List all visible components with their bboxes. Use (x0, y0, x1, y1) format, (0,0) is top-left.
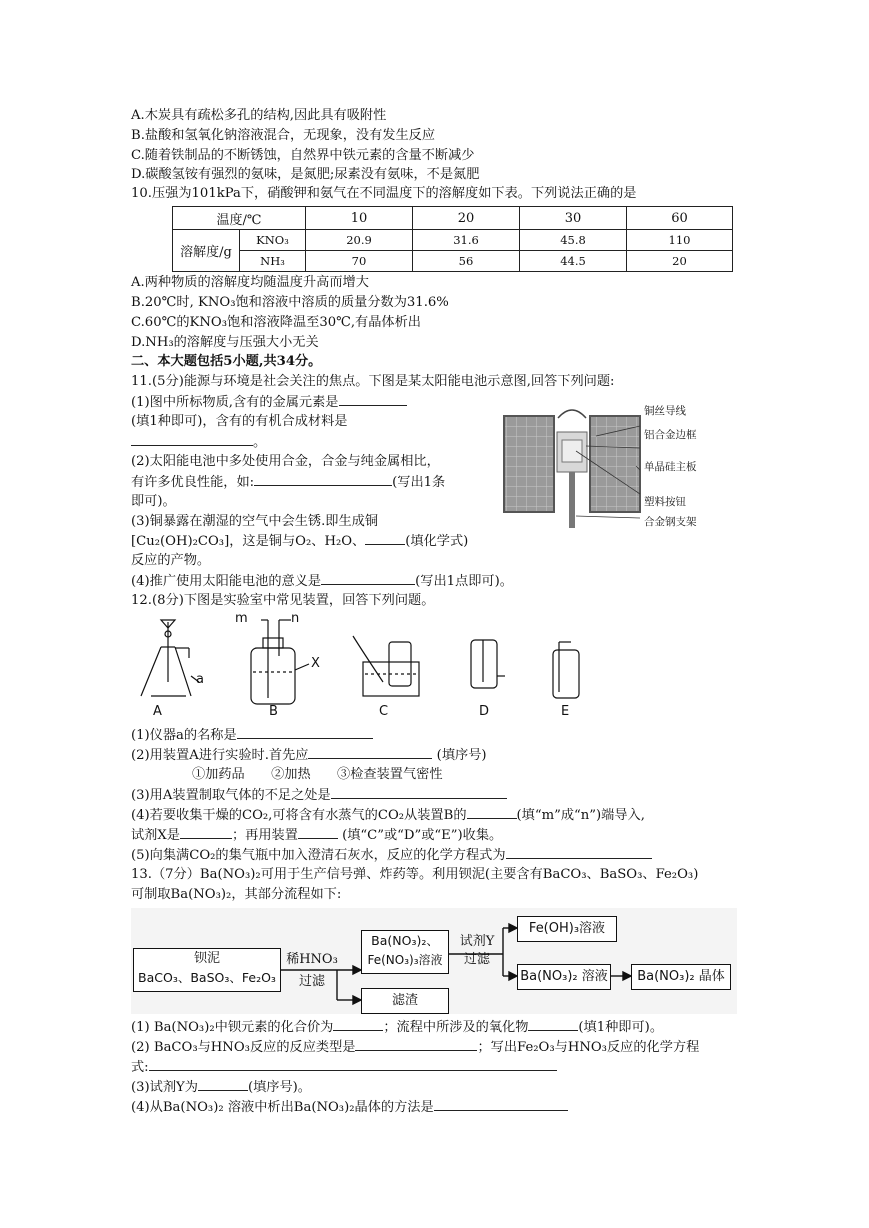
answer-blank[interactable] (131, 432, 253, 446)
q12-text: 试剂X是 (131, 828, 180, 843)
answer-blank[interactable] (528, 1017, 578, 1031)
q12-text: (3)用A装置制取气体的不足之处是 (131, 788, 331, 803)
answer-blank[interactable] (339, 392, 407, 406)
q12-text: (填序号) (436, 748, 487, 763)
table-cell: 31.6 (413, 230, 520, 251)
table-header-cell: 10 (306, 207, 413, 230)
apparatus-drawing (131, 612, 611, 720)
label-plastic-button: 塑料按钮 (644, 496, 686, 508)
table-header-cell: 20 (413, 207, 520, 230)
q11-line (131, 571, 513, 592)
q12-text: (4)若要收集干燥的CO₂,可将含有水蒸气的CO₂从装置B的 (131, 808, 467, 823)
flow-solution-box: Ba(NO₃)₂ 溶液 (517, 964, 611, 990)
answer-blank[interactable] (355, 1037, 477, 1051)
flow-mid-box (361, 930, 449, 974)
answer-blank[interactable] (198, 1077, 248, 1091)
q12-text: (1)仪器a的名称是 (131, 728, 237, 743)
q13-text: 式: (131, 1060, 149, 1075)
flow-step2-bottom: 过滤 (463, 952, 490, 967)
answer-blank[interactable] (506, 845, 652, 859)
flow-step1-top: 稀HNO₃ (286, 952, 338, 967)
q11-text: 即可)。 (131, 494, 176, 509)
q11-text: 反应的产物。 (131, 553, 211, 568)
q13-text: ；流程中所涉及的氧化物 (383, 1020, 529, 1035)
flow-residue-box: 滤渣 (361, 988, 449, 1014)
table-row (173, 251, 733, 272)
answer-blank[interactable] (149, 1057, 557, 1071)
q13-text: (填1种即可)。 (578, 1020, 664, 1035)
flow-crystal-box: Ba(NO₃)₂ 晶体 (631, 964, 731, 990)
table-substance-cell: NH₃ (240, 251, 306, 272)
answer-blank[interactable] (180, 825, 232, 839)
table-row (173, 230, 733, 251)
label-steel-stand: 合金钢支架 (644, 516, 697, 528)
table-row-label: 溶解度/g (173, 230, 240, 272)
apparatus-label-d: D (479, 704, 490, 719)
q12-line (131, 745, 487, 766)
q11-line (131, 392, 407, 413)
q11-text: (3)铜暴露在潮湿的空气中会生锈.即生成铜 (131, 514, 379, 529)
q11-line (131, 531, 468, 552)
q13-stem-1: 13.（7分）Ba(NO₃)₂可用于生产信号弹、炸药等。利用钡泥(主要含有BaCO₃、BaSO₃、Fe₂O₃) (131, 867, 699, 882)
q13-text: (1) Ba(NO₃)₂中钡元素的化合价为 (131, 1020, 334, 1035)
answer-blank[interactable] (237, 725, 373, 739)
q12-choices: ①加药品 ②加热 ③检查装置气密性 (192, 767, 443, 782)
q10-option-a: A.两种物质的溶解度均随温度升高而增大 (131, 275, 369, 290)
answer-blank[interactable] (333, 1017, 383, 1031)
q11-text: 有许多优良性能，如: (131, 475, 255, 490)
q12-text: (填“m”成“n”)端导入, (516, 808, 645, 823)
answer-blank[interactable] (321, 571, 415, 585)
table-header-cell: 30 (520, 207, 627, 230)
label-copper-wire: 铜丝导线 (644, 405, 686, 417)
q11-text: (填1种即可)，含有的有机合成材料是 (131, 414, 348, 429)
flow-source-box (133, 948, 281, 992)
q12-text: ；再用装置 (231, 828, 298, 843)
q9-option-a: A.木炭具有疏松多孔的结构,因此具有吸附性 (131, 108, 387, 123)
solubility-table (172, 206, 733, 272)
label-silicon-board: 单晶硅主板 (644, 461, 697, 473)
answer-blank[interactable] (254, 472, 392, 486)
q13-line (131, 1037, 699, 1058)
flow-mid-line2: Fe(NO₃)₃溶液 (367, 953, 443, 967)
q13-text: (4)从Ba(NO₃)₂ 溶液中析出Ba(NO₃)₂晶体的方法是 (131, 1100, 434, 1115)
q11-text: (写出1条 (392, 475, 446, 490)
apparatus-label-a: A (153, 704, 162, 719)
answer-blank[interactable] (365, 531, 405, 545)
q11-text: (4)推广使用太阳能电池的意义是 (131, 574, 322, 589)
answer-blank[interactable] (467, 805, 517, 819)
lab-apparatus-figure (131, 612, 611, 720)
q11-text: 。 (253, 435, 267, 450)
flow-source-title: 钡泥 (193, 951, 220, 966)
q9-option-c: C.随着铁制品的不断锈蚀，自然界中铁元素的含量不断减少 (131, 148, 475, 163)
q13-line (131, 1077, 311, 1098)
table-cell: 20 (627, 251, 733, 272)
solar-panel-drawing (496, 396, 736, 530)
answer-blank[interactable] (331, 785, 507, 799)
q11-line (131, 432, 266, 453)
q10-stem: 10.压强为101kPa下，硝酸钾和氨气在不同温度下的溶解度如下表。下列说法正确的是 (131, 186, 637, 201)
q10-option-c: C.60℃的KNO₃饱和溶液降温至30℃,有晶体析出 (131, 315, 421, 330)
table-cell: 56 (413, 251, 520, 272)
mark-a: a (196, 672, 204, 687)
q9-option-d: D.碳酸氢铵有强烈的氨味，是氮肥;尿素没有氨味，不是氮肥 (131, 167, 480, 182)
flow-step1-bottom: 过滤 (298, 974, 325, 989)
q11-stem: 11.(5分)能源与环境是社会关注的焦点。下图是某太阳能电池示意图,回答下列问题: (131, 374, 615, 389)
q12-text: (填“C”或“D”或“E”)收集。 (342, 828, 503, 843)
flow-source-sub: BaCO₃、BaSO₃、Fe₂O₃ (138, 970, 276, 985)
section-2-title: 二、本大题包括5小题,共34分。 (131, 354, 322, 369)
q12-stem: 12.(8分)下图是实验室中常见装置，回答下列问题。 (131, 593, 435, 608)
q13-text: (填序号)。 (247, 1080, 311, 1095)
table-header-cell: 60 (627, 207, 733, 230)
q12-line (131, 805, 645, 826)
solar-panel-figure (496, 396, 736, 530)
mark-m: m (235, 611, 248, 626)
apparatus-label-b: B (269, 704, 278, 719)
table-cell: 110 (627, 230, 733, 251)
flow-mid-line1: Ba(NO₃)₂、 (371, 933, 439, 948)
q12-line (131, 725, 373, 746)
table-substance-cell: KNO₃ (240, 230, 306, 251)
q11-text: (2)太阳能电池中多处使用合金，合金与纯金属相比， (131, 454, 440, 469)
table-header-row (173, 207, 733, 230)
answer-blank[interactable] (298, 825, 338, 839)
mark-x: X (311, 656, 320, 671)
answer-blank[interactable] (308, 745, 432, 759)
q13-text: (2) BaCO₃与HNO₃反应的反应类型是 (131, 1040, 356, 1055)
q12-line (131, 785, 507, 806)
q12-line (131, 825, 502, 846)
q13-line (131, 1017, 663, 1038)
flow-step2-top: 试剂Y (459, 934, 495, 949)
q12-text: (5)向集满CO₂的集气瓶中加入澄清石灰水，反应的化学方程式为 (131, 848, 506, 863)
flow-precip-box: Fe(OH)₃溶液 (517, 916, 617, 942)
table-cell: 70 (306, 251, 413, 272)
table-cell: 20.9 (306, 230, 413, 251)
table-cell: 44.5 (520, 251, 627, 272)
answer-blank[interactable] (434, 1097, 568, 1111)
q11-text: (写出1点即可)。 (415, 574, 513, 589)
q13-line (131, 1057, 557, 1078)
q12-line (131, 845, 652, 866)
q10-option-b: B.20℃时, KNO₃饱和溶液中溶质的质量分数为31.6% (131, 295, 449, 310)
q11-text: (填化学式) (405, 534, 469, 549)
q11-text: [Cu₂(OH)₂CO₃]，这是铜与O₂、H₂O、 (131, 534, 366, 549)
q13-text: ；写出Fe₂O₃与HNO₃反应的化学方程 (477, 1040, 700, 1055)
table-cell: 45.8 (520, 230, 627, 251)
q13-line (131, 1097, 568, 1118)
q12-text: (2)用装置A进行实验时.首先应 (131, 748, 309, 763)
label-aluminum-frame: 铝合金边框 (644, 429, 697, 441)
q11-line (131, 472, 445, 493)
table-header-label: 温度/℃ (173, 207, 306, 230)
q13-stem-2: 可制取Ba(NO₃)₂，其部分流程如下: (131, 887, 342, 902)
q11-text: (1)图中所标物质,含有的金属元素是 (131, 395, 339, 410)
flow-chart (131, 908, 737, 1014)
apparatus-label-c: C (379, 704, 389, 719)
q10-option-d: D.NH₃的溶解度与压强大小无关 (131, 335, 319, 350)
q13-text: (3)试剂Y为 (131, 1080, 198, 1095)
mark-n: n (291, 611, 300, 626)
q9-option-b: B.盐酸和氢氧化钠溶液混合，无现象，没有发生反应 (131, 128, 436, 143)
apparatus-label-e: E (561, 704, 570, 719)
